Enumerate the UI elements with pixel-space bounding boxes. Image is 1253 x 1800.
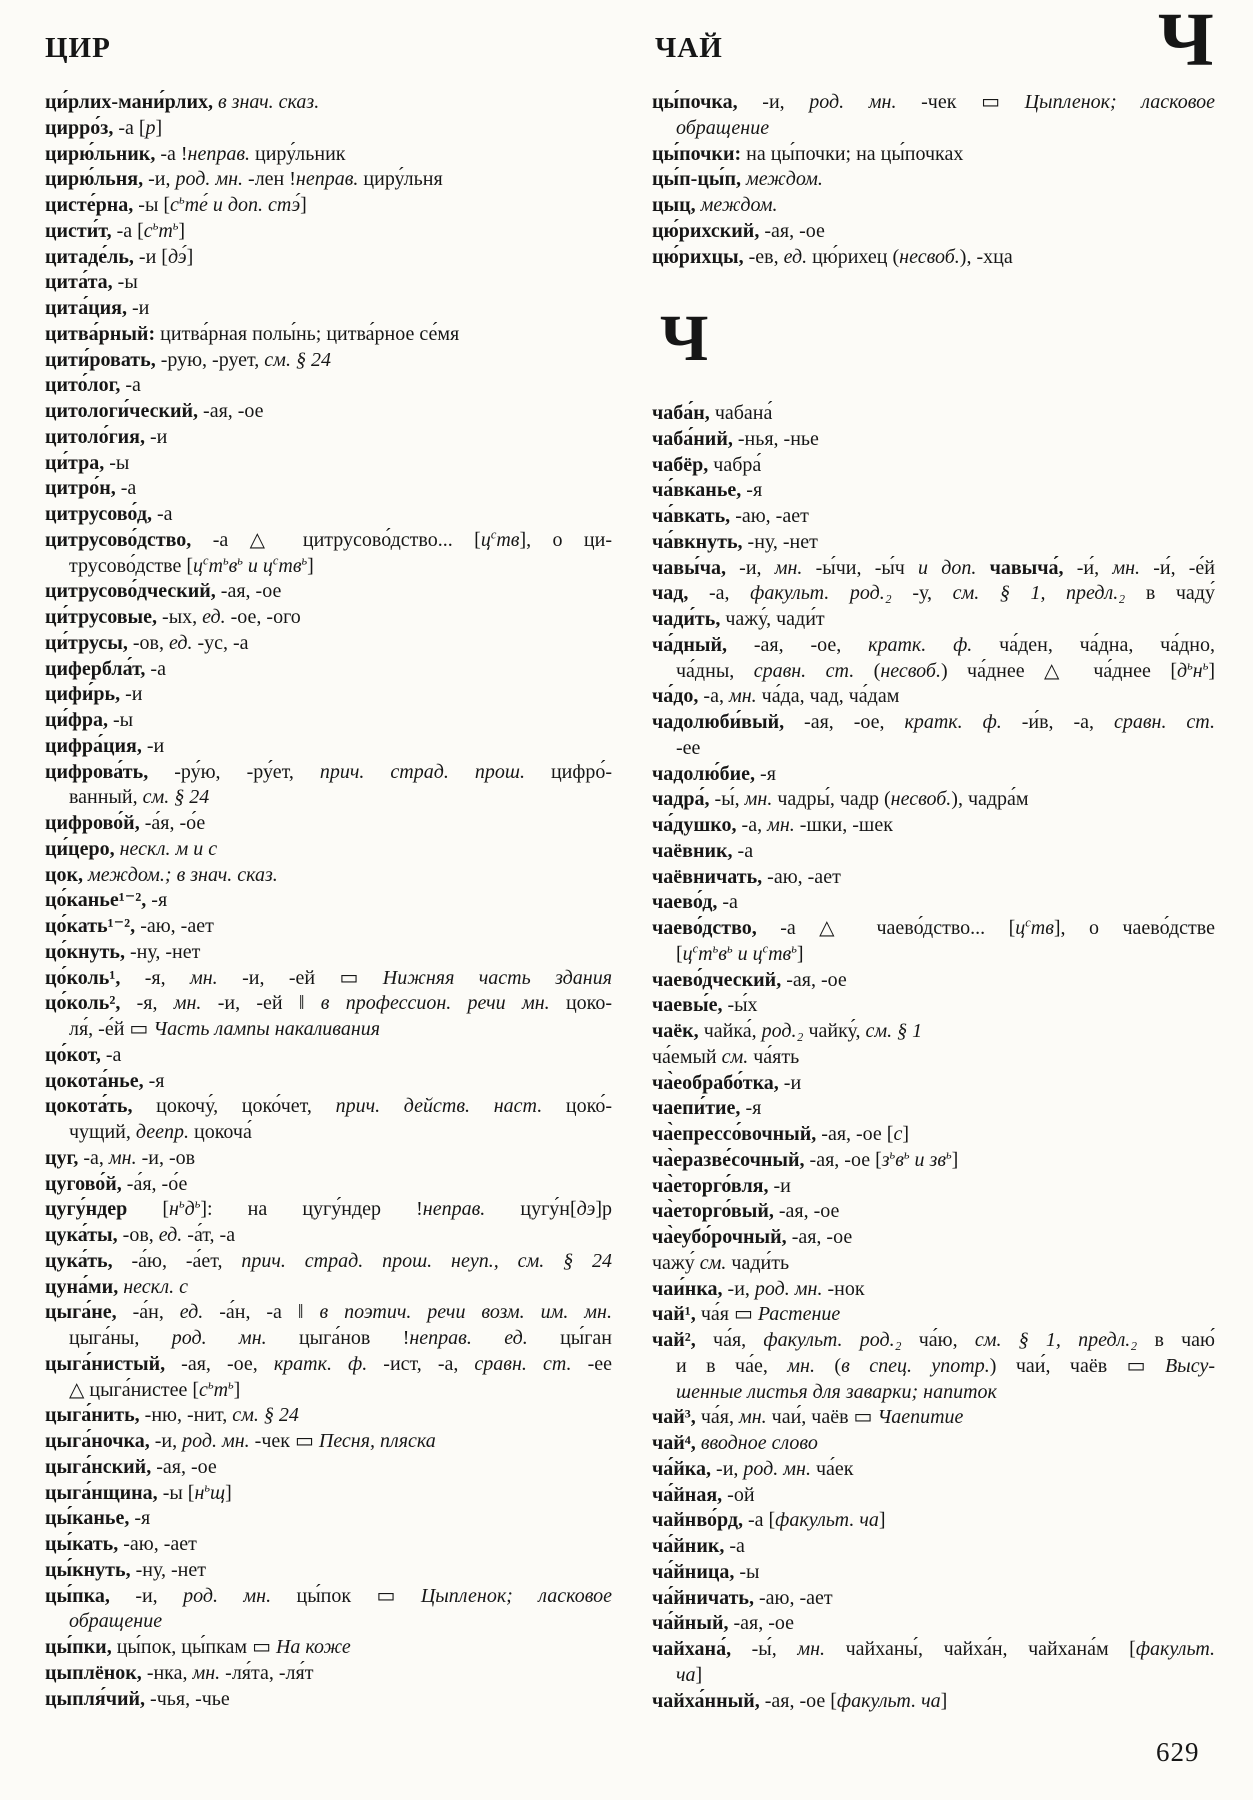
entry-line: цирро́з, -а [р] — [45, 116, 163, 139]
entry-line: цыплёнок, -нка, мн. -ля́та, -ля́т — [45, 1661, 314, 1684]
dictionary-entry — [45, 914, 612, 940]
entry-line: чадолю́бие, -я — [652, 762, 776, 785]
dictionary-entry — [45, 734, 612, 760]
dictionary-entry — [45, 657, 612, 683]
entry-line: ча́йный, -ая, -ое — [652, 1612, 794, 1635]
entry-line: ванный, см. § 24 — [69, 786, 210, 809]
dictionary-entry — [45, 966, 612, 992]
entry-line: цыга́нить, -ню, -нит, см. § 24 — [45, 1404, 299, 1427]
dictionary-entry — [45, 270, 612, 296]
dictionary-entry — [45, 1532, 612, 1558]
entry-line: цо́кнуть, -ну, -нет — [45, 940, 201, 963]
dictionary-entry — [652, 1457, 1215, 1483]
dictionary-entry — [45, 1687, 612, 1713]
entry-line: цокота́ть, цокочу́, цоко́чет, прич. действ. наст. цоко́- — [45, 1095, 612, 1118]
entry-line: ча̀еразве́сочный, -ая, -ое [$з^ьв^ь$ и $зв^ь$] — [652, 1147, 959, 1171]
entry-line: чаёк, чайка́, род.₂ чайку́, см. § 1 — [652, 1020, 923, 1042]
entry-line: чущий, деепр. цокоча́ — [69, 1121, 252, 1143]
dictionary-entry — [45, 322, 612, 348]
entry-line: цифра́ция, -и — [45, 734, 165, 757]
dictionary-entry — [652, 1586, 1215, 1612]
entry-line: цитологи́ческий, -ая, -ое — [45, 400, 264, 422]
dictionary-entry — [45, 1429, 612, 1455]
entry-line: цити́ровать, -рую, -рует, см. § 24 — [45, 348, 331, 371]
entry-line: цю́рихцы, -ев, ед. цю́рихец (несвоб.), -хца — [652, 245, 1013, 268]
entry-line: цугу́ндер $[н^ьд^ь]$: на цугу́ндер !неправ. цугу́н[дэ]р — [45, 1196, 612, 1221]
entry-line: цисти́т, -а $[с^ьт^ь]$ — [45, 218, 186, 242]
dictionary-entry — [45, 888, 612, 914]
dictionary-entry — [652, 633, 1215, 685]
entry-line: цита́та, -ы — [45, 271, 138, 294]
entry-line: чад, -а, факульт. род.₂ -у, см. § 1, предл.₂ в чаду́ — [652, 582, 1215, 605]
page-number: 629 — [1156, 1737, 1200, 1767]
dictionary-entry — [45, 682, 612, 708]
dictionary-entry — [652, 865, 1215, 891]
dictionary-entry — [652, 1611, 1215, 1637]
dictionary-entry — [652, 1277, 1215, 1303]
entry-line: цыга́ны, род. мн. цыга́нов !неправ. ед. цы́ган — [69, 1327, 612, 1349]
entry-line: ча́дны, сравн. ст. (несвоб.) ча́днее △ ча́днее $[д^ьн^ь]$ — [676, 657, 1215, 682]
entry-line: цито́лог, -а — [45, 374, 141, 397]
entry-line: ча] — [676, 1663, 703, 1686]
entry-line: цыга́ночка, -и, род. мн. -чек ▭ Песня, пляска — [45, 1430, 436, 1452]
dictionary-entry — [45, 991, 612, 1043]
dictionary-entry — [45, 837, 612, 863]
dictionary-entry — [45, 1352, 612, 1404]
entry-line: цугово́й, -а́я, -о́е — [45, 1172, 188, 1195]
dictionary-entry — [45, 940, 612, 966]
dictionary-entry — [652, 245, 1215, 271]
entry-line: чайхана́, -ы́, мн. чайханы́, чайха́н, чайхана́м [факульт. — [652, 1638, 1215, 1660]
entry-line: ци́фра, -ы — [45, 709, 134, 731]
entry-line: цитва́рный: цитва́рная полы́нь; цитва́рное се́мя — [45, 322, 460, 345]
dictionary-entry — [652, 1045, 1215, 1071]
entry-line: цо́коль¹, -я, мн. -и, -ей ▭ Нижняя часть здания — [45, 966, 613, 989]
entry-line: цитоло́гия, -и — [45, 425, 168, 448]
entry-line: ча́вканье, -я — [652, 479, 763, 502]
entry-line: ча́до, -а, мн. ча́да, чад, ча́дам — [652, 685, 900, 708]
entry-line: трусово́дстве [$ц^ст^ьв^ь$ и $ц^ств^ь$] — [69, 552, 314, 577]
entry-line: ча̀еторго́вый, -ая, -ое — [652, 1200, 840, 1223]
entry-line: ча̀еубо́рочный, -ая, -ое — [652, 1226, 853, 1248]
entry-line: цитрусово́д, -а — [45, 503, 173, 525]
dictionary-entry — [45, 528, 612, 580]
dictionary-entry — [45, 245, 612, 271]
entry-line: ча́йница, -ы — [652, 1560, 760, 1583]
entry-line: чажу́ см. чади́ть — [652, 1251, 790, 1274]
running-head-left: ЦИР — [45, 32, 111, 64]
dictionary-entry — [652, 142, 1215, 168]
dictionary-entry — [45, 476, 612, 502]
entry-line: цитрусово́дческий, -ая, -ое — [45, 580, 282, 603]
entry-line: ча̀епрессо́вочный, -ая, -ое [с] — [652, 1123, 910, 1145]
entry-line: ци́трусы, -ов, ед. -ус, -а — [45, 631, 249, 654]
dictionary-entry — [45, 1661, 612, 1687]
entry-line: цирю́льня, -и, род. мн. -лен !неправ. циру́льня — [45, 168, 443, 191]
entry-line: цю́рихский, -ая, -ое — [652, 219, 825, 242]
dictionary-entry — [652, 1534, 1215, 1560]
dictionary-entry — [45, 399, 612, 425]
entry-line: цы́пки, цы́пок, цы́пкам ▭ На коже — [45, 1636, 351, 1658]
entry-line: ча́йник, -а — [652, 1535, 745, 1557]
entry-line: ци́трусовые, -ых, ед. -ое, -ого — [45, 606, 301, 628]
entry-line: чаёвник, -а — [652, 839, 754, 862]
entry-line: чаевы́е, -ы́х — [652, 994, 758, 1017]
dictionary-entry — [45, 579, 612, 605]
entry-line: цука́ть, -а́ю, -а́ет, прич. страд. прош. неуп., см. § 24 — [45, 1249, 612, 1272]
entry-line: цо́кот, -а — [45, 1043, 122, 1066]
dictionary-entry — [652, 1251, 1215, 1277]
dictionary-entry — [652, 193, 1215, 219]
entry-line: цы́почка, -и, род. мн. -чек ▭ Цыпленок; ласковое — [652, 91, 1215, 113]
entry-line: цыга́не, -а́н, ед. -а́н, -а ‖ в поэтич. речи возм. им. мн. — [45, 1301, 612, 1324]
right-column-bottom — [652, 401, 1215, 1714]
entry-line: цы́почки: на цы́почки; на цы́почках — [652, 142, 964, 165]
dictionary-entry — [652, 813, 1215, 839]
entry-line: ча́вкнуть, -ну, -нет — [652, 530, 818, 553]
dictionary-entry — [45, 116, 612, 142]
dictionary-entry — [45, 1275, 612, 1301]
entry-line: цы́канье, -я — [45, 1507, 151, 1530]
section-letter-ch: Ч — [660, 302, 709, 375]
entry-line: [$ц^ст^ьв^ь$ и $ц^ств^ь$] — [676, 941, 804, 965]
entry-line: ля́, -е́й ▭ Часть лампы накаливания — [69, 1018, 381, 1040]
dictionary-entry — [45, 760, 612, 812]
entry-line: чаба́н, чабана́ — [652, 402, 773, 424]
entry-line: ча́вкать, -аю, -ает — [652, 505, 809, 527]
right-column-top — [652, 90, 1215, 270]
dictionary-entry — [45, 1455, 612, 1481]
dictionary-entry — [45, 708, 612, 734]
dictionary-entry — [652, 90, 1215, 142]
dictionary-entry — [652, 1431, 1215, 1457]
dictionary-entry — [45, 1069, 612, 1095]
dictionary-entry — [652, 1019, 1215, 1045]
dictionary-entry — [45, 1223, 612, 1249]
entry-line: цифи́рь, -и — [45, 683, 143, 706]
dictionary-entry — [45, 451, 612, 477]
entry-line: чай², ча́я, факульт. род.₂ ча́ю, см. § 1, предл.₂ в чаю́ — [652, 1329, 1215, 1351]
entry-line: чай³, ча́я, мн. чаи́, чаёв ▭ Чаепитие — [652, 1406, 964, 1429]
entry-line: шенные листья для заварки; напиток — [676, 1380, 997, 1403]
dictionary-entry — [652, 684, 1215, 710]
dictionary-entry — [45, 1300, 612, 1352]
entry-line: чайха́нный, -ая, -ое [факульт. ча] — [652, 1689, 948, 1712]
entry-line: чаба́ний, -нья, -нье — [652, 427, 819, 450]
entry-line: ци́тра, -ы — [45, 451, 130, 474]
dictionary-entry — [652, 1225, 1215, 1251]
dictionary-entry — [45, 348, 612, 374]
dictionary-entry — [652, 478, 1215, 504]
dictionary-entry — [45, 1558, 612, 1584]
running-head-right: ЧАЙ — [655, 32, 723, 64]
dictionary-entry — [45, 605, 612, 631]
entry-line: ча́йка, -и, род. мн. ча́ек — [652, 1457, 854, 1480]
entry-line: цифербла́т, -а — [45, 657, 166, 680]
dictionary-entry — [45, 142, 612, 168]
entry-line: цитрусово́дство, -а △ цитрусово́дство... $[ц^ств]$, о ци- — [45, 527, 612, 551]
dictionary-entry — [652, 1199, 1215, 1225]
entry-line: чай⁴, вводное слово — [652, 1432, 818, 1454]
dictionary-entry — [652, 556, 1215, 582]
entry-line: цита́ция, -и — [45, 297, 150, 319]
entry-line: цука́ты, -ов, ед. -а́т, -а — [45, 1224, 236, 1246]
dictionary-entry — [652, 1302, 1215, 1328]
dictionary-entry — [652, 1689, 1215, 1715]
entry-line: цы́п-цы́п, междом. — [652, 168, 823, 191]
entry-line: цок, междом.; в знач. сказ. — [45, 863, 278, 886]
entry-line: ча́йная, -ой — [652, 1483, 755, 1506]
dictionary-entry — [45, 1584, 612, 1636]
dictionary-entry — [652, 1096, 1215, 1122]
dictionary-entry — [652, 530, 1215, 556]
entry-line: цокота́нье, -я — [45, 1069, 165, 1092]
dictionary-entry — [652, 504, 1215, 530]
dictionary-entry — [652, 1174, 1215, 1200]
dictionary-entry — [45, 296, 612, 322]
entry-line: ча́дный, -ая, -ое, кратк. ф. ча́ден, ча́дна, ча́дно, — [652, 633, 1215, 656]
dictionary-entry — [652, 1071, 1215, 1097]
entry-line: цо́коль², -я, мн. -и, -ей ‖ в профессион. речи мн. цоко- — [45, 992, 613, 1015]
entry-line: цы́кать, -аю, -ает — [45, 1533, 197, 1555]
dictionary-entry — [652, 993, 1215, 1019]
entry-line: чадра́, -ы́, мн. чадры́, чадр (несвоб.), чадра́м — [652, 788, 1029, 811]
dictionary-entry — [45, 863, 612, 889]
dictionary-entry — [45, 1403, 612, 1429]
dictionary-entry — [652, 1560, 1215, 1586]
dictionary-entry — [45, 1249, 612, 1275]
dictionary-entry — [45, 90, 612, 116]
dictionary-entry — [652, 916, 1215, 968]
dictionary-entry — [45, 167, 612, 193]
entry-line: -ее — [676, 736, 701, 759]
dictionary-entry — [652, 607, 1215, 633]
corner-letter: Ч — [1158, 0, 1214, 82]
dictionary-entry — [45, 811, 612, 837]
dictionary-entry — [652, 710, 1215, 762]
dictionary-entry — [45, 1635, 612, 1661]
entry-line: обращение — [69, 1610, 163, 1633]
entry-line: и в ча́е, мн. (в спец. употр.) чаи́, чаёв ▭ Высу- — [676, 1354, 1215, 1377]
dictionary-entry — [652, 968, 1215, 994]
entry-line: чаево́дство, -а △ чаево́дство... $[ц^ств]$, о чаево́дстве — [652, 915, 1215, 939]
entry-line: чай¹, ча́я ▭ Растение — [652, 1303, 841, 1326]
dictionary-entry — [652, 1508, 1215, 1534]
dictionary-entry — [652, 581, 1215, 607]
entry-line: цитаде́ль, -и [дэ́] — [45, 245, 194, 268]
entry-line: чабёр, чабра́ — [652, 453, 762, 476]
entry-line: цуг, -а, мн. -и, -ов — [45, 1146, 196, 1169]
dictionary-entry — [652, 167, 1215, 193]
entry-line: цы́кнуть, -ну, -нет — [45, 1558, 206, 1581]
entry-line: цыга́нский, -ая, -ое — [45, 1455, 217, 1478]
entry-line: цы́пка, -и, род. мн. цы́пок ▭ Цыпленок; ласковое — [45, 1584, 612, 1607]
dictionary-entry — [652, 453, 1215, 479]
dictionary-entry — [45, 1197, 612, 1223]
entry-line: чаево́д, -а — [652, 891, 738, 914]
dictionary-entry — [45, 425, 612, 451]
entry-line: цитро́н, -а — [45, 477, 137, 500]
entry-line: чаепи́тие, -я — [652, 1097, 762, 1120]
dictionary-entry — [652, 219, 1215, 245]
entry-line: ча́емый см. ча́ять — [652, 1045, 800, 1068]
dictionary-entry — [652, 1148, 1215, 1174]
entry-line: чайнво́рд, -а [факульт. ча] — [652, 1509, 886, 1532]
entry-line: ча́йничать, -аю, -ает — [652, 1586, 833, 1609]
left-column — [45, 90, 612, 1712]
dictionary-entry — [652, 890, 1215, 916]
entry-line: цуна́ми, нескл. с — [45, 1275, 188, 1298]
entry-line: обращение — [676, 116, 770, 139]
entry-line: цисте́рна, -ы [$с^ьте́$ и доп. стэ́] — [45, 192, 307, 216]
dictionary-entry — [652, 839, 1215, 865]
entry-line: цыц, междом. — [652, 194, 778, 216]
entry-line: цо́кать¹⁻², -аю, -ает — [45, 915, 214, 937]
entry-line: ча́душко, -а, мн. -шки, -шек — [652, 814, 893, 836]
entry-line: чаи́нка, -и, род. мн. -нок — [652, 1277, 865, 1300]
dictionary-entry — [652, 1483, 1215, 1509]
entry-line: ци́церо, нескл. м и с — [45, 837, 218, 860]
entry-line: цыпля́чий, -чья, -чье — [45, 1687, 230, 1710]
dictionary-entry — [45, 1172, 612, 1198]
entry-line: цифрова́ть, -ру́ю, -ру́ет, прич. страд. прош. цифро́- — [45, 760, 612, 783]
dictionary-entry — [652, 401, 1215, 427]
dictionary-entry — [652, 1405, 1215, 1431]
entry-line: ча̀еторго́вля, -и — [652, 1174, 791, 1197]
dictionary-entry — [45, 193, 612, 219]
dictionary-entry — [652, 762, 1215, 788]
dictionary-entry — [652, 1328, 1215, 1405]
entry-line: ци́рлих-мани́рлих, в знач. сказ. — [45, 91, 320, 113]
dictionary-entry — [652, 427, 1215, 453]
entry-line: цыга́нистый, -ая, -ое, кратк. ф. -ист, -а, сравн. ст. -ее — [45, 1352, 613, 1375]
entry-line: ча̀еобрабо́тка, -и — [652, 1071, 802, 1094]
entry-line: чаево́дческий, -ая, -ое — [652, 968, 847, 991]
dictionary-entry — [45, 1481, 612, 1507]
entry-line: чади́ть, чажу́, чади́т — [652, 608, 825, 630]
entry-line: чаёвничать, -аю, -ает — [652, 865, 841, 888]
dictionary-entry — [45, 1043, 612, 1069]
dictionary-entry — [45, 1506, 612, 1532]
dictionary-entry — [45, 1146, 612, 1172]
dictionary-entry — [45, 219, 612, 245]
entry-line: цифрово́й, -а́я, -о́е — [45, 812, 206, 834]
dictionary-entry — [45, 631, 612, 657]
dictionary-entry — [45, 502, 612, 528]
entry-line: цо́канье¹⁻², -я — [45, 889, 168, 912]
entry-line: △ цыга́нистее $[с^ьт^ь]$ — [69, 1376, 241, 1401]
dictionary-entry — [45, 373, 612, 399]
dictionary-entry — [652, 1122, 1215, 1148]
entry-line: цыга́нщина, -ы $[н^ьщ]$ — [45, 1479, 232, 1504]
dictionary-entry — [652, 1637, 1215, 1689]
entry-line: чавы́ча, -и, мн. -ы́чи, -ы́ч и доп. чавыча́, -и́, мн. -и́, -е́й — [652, 556, 1216, 579]
dictionary-entry — [45, 1094, 612, 1146]
entry-line: цирю́льник, -а !неправ. циру́льник — [45, 142, 346, 165]
dictionary-entry — [652, 787, 1215, 813]
entry-line: чадолюби́вый, -ая, -ое, кратк. ф. -и́в, -а, сравн. ст. — [652, 711, 1215, 733]
